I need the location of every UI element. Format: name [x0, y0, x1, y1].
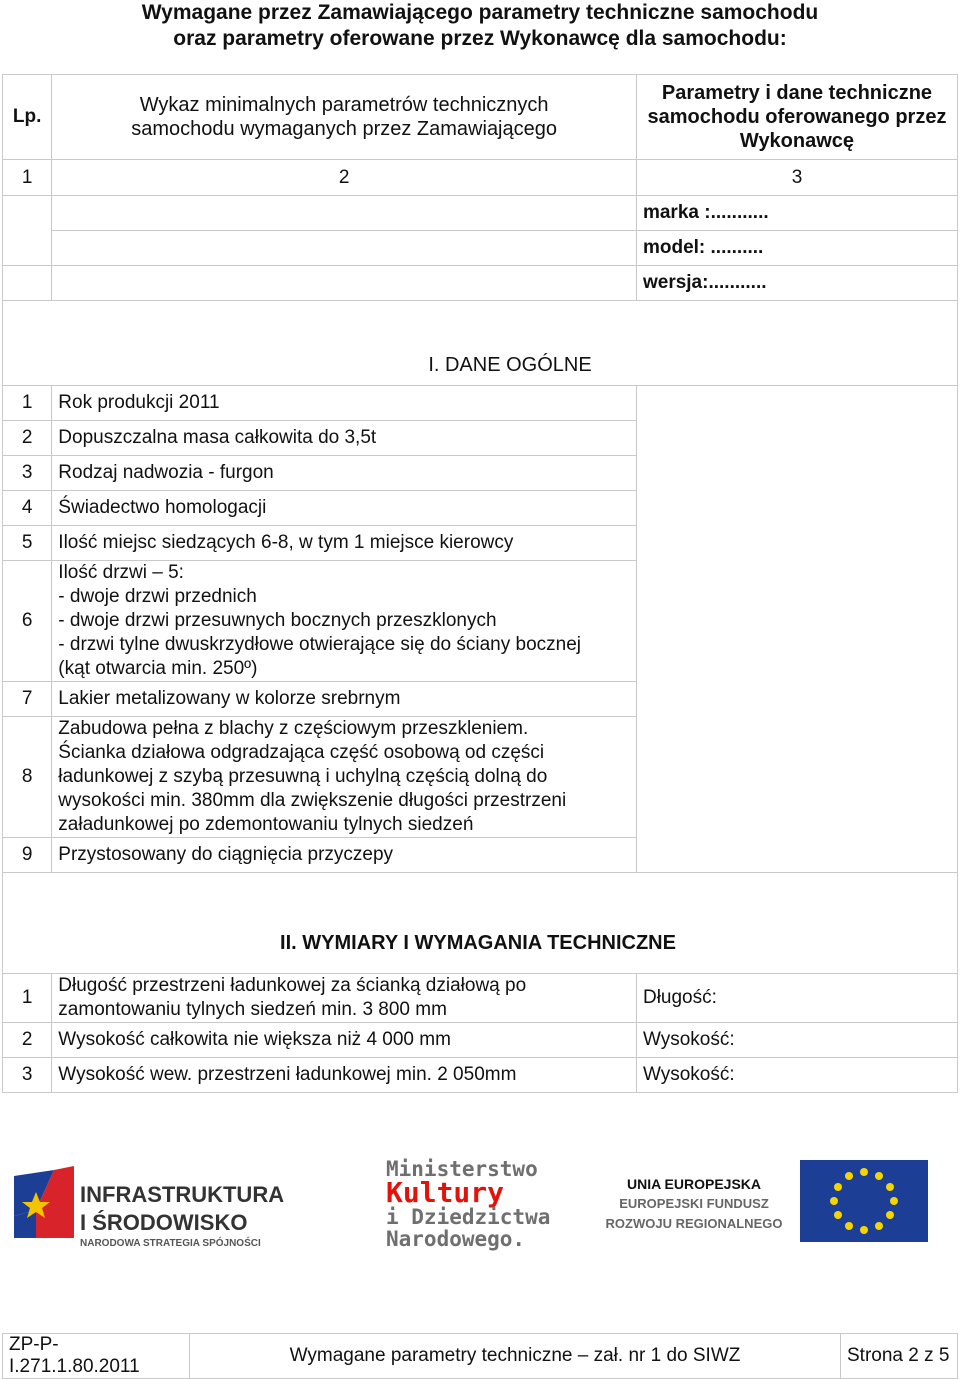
header-offered-params: Parametry i dane techniczne samochodu oferowanego przez Wykonawcę	[636, 75, 957, 160]
row-requirement-multiline	[52, 974, 637, 1023]
ministry-line4: Narodowego.	[386, 1227, 526, 1251]
requirement-line: - dwoje drzwi przednich	[58, 586, 257, 607]
vehicle-model-row	[3, 231, 958, 266]
colnum-2: 2	[52, 160, 637, 196]
header-required-params-text: Wykaz minimalnych parametrów technicznych samochodu wymaganych przez Zamawiającego	[131, 94, 557, 140]
table-header-row	[3, 75, 958, 160]
answer-wysokosc-field[interactable]: Wysokość:	[636, 1023, 957, 1058]
row-requirement: Dopuszczalna masa całkowita do 3,5t	[52, 421, 637, 456]
offered-params-section-1[interactable]	[636, 386, 957, 873]
row-requirement: Rok produkcji 2011	[52, 386, 637, 421]
row-number: 3	[3, 1058, 52, 1093]
ministry-line3: i Dziedzictwa	[386, 1205, 551, 1229]
section-2-title-text: II. WYMIARY I WYMAGANIA TECHNICZNE	[280, 932, 676, 954]
infra-line2: I ŚRODOWISKO	[80, 1210, 248, 1235]
row-number: 1	[3, 386, 52, 421]
requirement-line: zamontowaniu tylnych siedzeń min. 3 800 mm	[58, 999, 447, 1020]
row-number: 8	[3, 717, 52, 838]
infrastruktura-logo	[14, 1156, 294, 1248]
infra-line3: NARODOWA STRATEGIA SPÓJNOŚCI	[80, 1238, 261, 1249]
requirement-line: Ilość drzwi – 5:	[58, 562, 184, 583]
vehicle-marka-field[interactable]: marka :...........	[636, 196, 957, 231]
parameters-table	[2, 74, 958, 1093]
row-requirement: Przystosowany do ciągnięcia przyczepy	[52, 838, 637, 873]
row-number: 1	[3, 974, 52, 1023]
row-number: 2	[3, 421, 52, 456]
row-number: 5	[3, 526, 52, 561]
eu-line2: EUROPEJSKI FUNDUSZ	[619, 1196, 769, 1211]
vehicle-wersja-row	[3, 266, 958, 301]
section-2-heading-row	[3, 873, 958, 974]
document-title	[0, 0, 960, 52]
section-2-title	[3, 873, 958, 974]
footer-page-number: Strona 2 z 5	[841, 1334, 958, 1379]
marka-lp	[3, 196, 52, 231]
row-number: 6	[3, 561, 52, 682]
section-1-heading-row	[3, 301, 958, 386]
requirement-line: ładunkowej z szybą przesuwną i uchylną częścią dolną do	[58, 766, 548, 787]
row-number: 4	[3, 491, 52, 526]
row-requirement: Świadectwo homologacji	[52, 491, 637, 526]
title-line-2: oraz parametry oferowane przez Wykonawcę dla samochodu:	[173, 27, 787, 50]
row-requirement-multiline	[52, 717, 637, 838]
requirement-line: - dwoje drzwi przesuwnych bocznych przeszklonych	[58, 610, 497, 631]
vehicle-model-field[interactable]: model: ..........	[636, 231, 957, 266]
page-footer	[2, 1333, 958, 1379]
table-row	[3, 386, 958, 421]
infrastruktura-emblem-icon	[14, 1156, 74, 1248]
requirement-line: załadunkowej po zdemontowaniu tylnych siedzeń	[58, 814, 474, 835]
section-1-title	[3, 301, 958, 386]
row-requirement-multiline	[52, 561, 637, 682]
answer-wysokosc-wew-field[interactable]: Wysokość:	[636, 1058, 957, 1093]
header-lp: Lp.	[3, 75, 52, 160]
colnum-3: 3	[636, 160, 957, 196]
row-requirement: Lakier metalizowany w kolorze srebrnym	[52, 682, 637, 717]
ministry-line2: Kultury	[386, 1176, 505, 1209]
eu-line3: ROZWOJU REGIONALNEGO	[605, 1216, 783, 1231]
requirement-line: - drzwi tylne dwuskrzydłowe otwierające się do ściany bocznej	[58, 634, 582, 655]
requirement-line: Zabudowa pełna z blachy z częściowym przeszkleniem.	[58, 718, 529, 739]
row-requirement: Wysokość całkowita nie większa niż 4 000 mm	[52, 1023, 637, 1058]
marka-blank	[52, 196, 637, 231]
model-blank	[52, 231, 637, 266]
requirement-line: wysokości min. 380mm dla zwiększenie długości przestrzeni	[58, 790, 567, 811]
infra-line1: INFRASTRUKTURA	[80, 1182, 285, 1207]
row-number: 3	[3, 456, 52, 491]
ministerstwo-kultury-logo	[386, 1158, 566, 1250]
answer-dlugosc-field[interactable]: Długość:	[636, 974, 957, 1023]
title-line-1: Wymagane przez Zamawiającego parametry techniczne samochodu	[141, 1, 819, 24]
column-numbers-row	[3, 160, 958, 196]
row-requirement: Ilość miejsc siedzących 6-8, w tym 1 miejsce kierowcy	[52, 526, 637, 561]
requirement-line: Długość przestrzeni ładunkowej za ścianką działową po	[58, 975, 527, 996]
eu-text	[596, 1174, 792, 1234]
footer-document-title: Wymagane parametry techniczne – zał. nr 1 do SIWZ	[190, 1334, 841, 1379]
eu-flag-icon	[800, 1160, 928, 1242]
row-number: 2	[3, 1023, 52, 1058]
eu-line1: UNIA EUROPEJSKA	[626, 1176, 762, 1192]
row-requirement: Rodzaj nadwozia - furgon	[52, 456, 637, 491]
requirement-line: (kąt otwarcia min. 250º)	[58, 658, 258, 679]
section-1-title-text: I. DANE OGÓLNE	[428, 354, 592, 376]
vehicle-marka-row	[3, 196, 958, 231]
colnum-1: 1	[3, 160, 52, 196]
table-row	[3, 1023, 958, 1058]
ministry-line1: Ministerstwo	[386, 1157, 538, 1181]
model-lp	[3, 231, 52, 266]
row-requirement: Wysokość wew. przestrzeni ładunkowej min. 2 050mm	[52, 1058, 637, 1093]
vehicle-wersja-field[interactable]: wersja:...........	[636, 266, 957, 301]
table-row	[3, 1058, 958, 1093]
table-row	[3, 974, 958, 1023]
wersja-lp	[3, 266, 52, 301]
requirement-line: Ścianka działowa odgradzająca część osobową od części	[58, 742, 545, 763]
wersja-blank	[52, 266, 637, 301]
logos-bar	[0, 1140, 960, 1260]
footer-reference: ZP-P-I.271.1.80.2011	[3, 1334, 190, 1379]
row-number: 9	[3, 838, 52, 873]
header-required-params	[52, 75, 637, 160]
row-number: 7	[3, 682, 52, 717]
footer-row	[3, 1334, 958, 1379]
